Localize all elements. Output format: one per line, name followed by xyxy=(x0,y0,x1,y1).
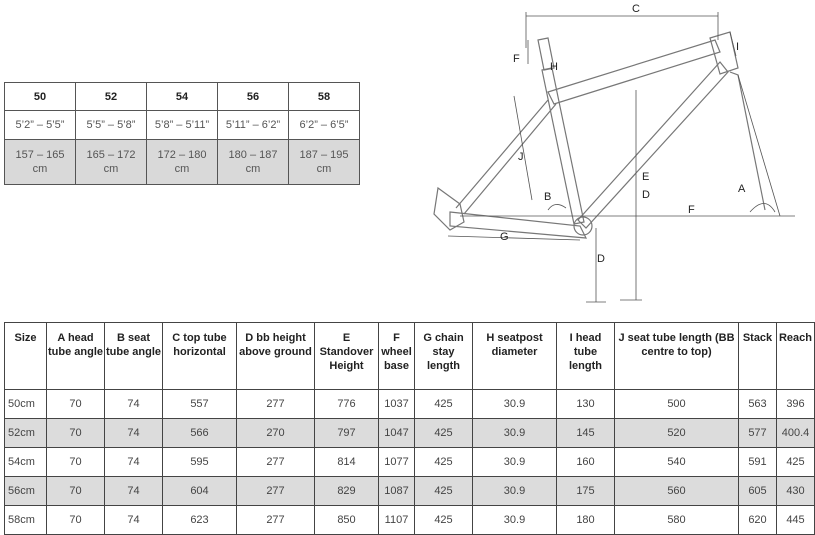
table-cell: 595 xyxy=(163,448,237,477)
cm-unit: cm xyxy=(32,163,48,175)
table-cell: 604 xyxy=(163,477,237,506)
size-chart-height-cm xyxy=(289,140,360,185)
table-cell: 605 xyxy=(739,477,777,506)
table-cell: 74 xyxy=(105,477,163,506)
table-cell: 70 xyxy=(47,477,105,506)
size-chart-table xyxy=(4,82,360,185)
label-f-top: F xyxy=(513,53,520,65)
table-cell: 425 xyxy=(415,477,473,506)
table-cell: 400.4 xyxy=(777,419,815,448)
label-f-right: F xyxy=(688,204,695,216)
table-cell: 74 xyxy=(105,390,163,419)
table-cell: 160 xyxy=(557,448,615,477)
size-chart-size: 56 xyxy=(218,83,289,111)
geometry-column-header: G chain stay length xyxy=(415,323,473,390)
size-chart-height-ft: 5’11” – 6’2” xyxy=(218,111,289,140)
table-cell: 277 xyxy=(237,506,315,535)
cm-range: 165 – 172 xyxy=(86,149,136,161)
label-e: E xyxy=(642,171,650,183)
geometry-body xyxy=(5,390,815,535)
table-cell: 70 xyxy=(47,390,105,419)
table-cell: 30.9 xyxy=(473,477,557,506)
label-h: H xyxy=(550,61,558,73)
table-cell: 425 xyxy=(415,419,473,448)
size-chart-height-cm xyxy=(147,140,218,185)
table-cell: 776 xyxy=(315,390,379,419)
label-b: B xyxy=(544,191,552,203)
table-cell: 277 xyxy=(237,477,315,506)
cm-unit: cm xyxy=(174,163,190,175)
size-cell: 56cm xyxy=(5,477,47,506)
table-cell: 577 xyxy=(739,419,777,448)
table-cell: 30.9 xyxy=(473,506,557,535)
table-cell: 560 xyxy=(615,477,739,506)
geometry-column-header: I head tube length xyxy=(557,323,615,390)
table-cell: 540 xyxy=(615,448,739,477)
size-chart-height-cm xyxy=(218,140,289,185)
cm-range: 180 – 187 xyxy=(228,149,278,161)
size-chart-height-ft: 6’2” – 6’5” xyxy=(289,111,360,140)
table-cell: 557 xyxy=(163,390,237,419)
geometry-column-header: E Standover Height xyxy=(315,323,379,390)
geometry-column-header: Size xyxy=(5,323,47,390)
table-cell: 180 xyxy=(557,506,615,535)
table-cell: 1107 xyxy=(379,506,415,535)
geometry-column-header: Reach xyxy=(777,323,815,390)
table-cell: 74 xyxy=(105,448,163,477)
table-cell: 74 xyxy=(105,506,163,535)
table-cell: 270 xyxy=(237,419,315,448)
size-cell: 50cm xyxy=(5,390,47,419)
cm-unit: cm xyxy=(316,163,332,175)
table-cell: 829 xyxy=(315,477,379,506)
size-chart-height-ft: 5’5” – 5’8” xyxy=(76,111,147,140)
table-cell: 1037 xyxy=(379,390,415,419)
table-cell: 130 xyxy=(557,390,615,419)
geometry-column-header: C top tube horizontal xyxy=(163,323,237,390)
table-cell: 850 xyxy=(315,506,379,535)
table-cell: 1047 xyxy=(379,419,415,448)
label-d-upper: D xyxy=(642,189,650,201)
size-chart-size: 52 xyxy=(76,83,147,111)
table-cell: 520 xyxy=(615,419,739,448)
geometry-column-header: H seatpost diameter xyxy=(473,323,557,390)
geometry-column-header: F wheel base xyxy=(379,323,415,390)
geometry-table xyxy=(4,322,815,535)
size-chart-height-ft: 5’8” – 5’11” xyxy=(147,111,218,140)
size-cell: 58cm xyxy=(5,506,47,535)
table-cell: 70 xyxy=(47,448,105,477)
table-cell: 1077 xyxy=(379,448,415,477)
frame-geometry-diagram xyxy=(420,0,800,310)
size-cell: 52cm xyxy=(5,419,47,448)
table-cell: 425 xyxy=(415,448,473,477)
table-cell: 74 xyxy=(105,419,163,448)
frame-outline xyxy=(434,32,765,238)
table-cell: 70 xyxy=(47,419,105,448)
geometry-column-header: A head tube angle xyxy=(47,323,105,390)
cm-range: 172 – 180 xyxy=(157,149,207,161)
table-cell: 396 xyxy=(777,390,815,419)
size-chart-cm-row xyxy=(5,140,360,185)
table-cell: 620 xyxy=(739,506,777,535)
table-cell: 445 xyxy=(777,506,815,535)
size-chart-height-cm xyxy=(76,140,147,185)
table-cell: 580 xyxy=(615,506,739,535)
cm-unit: cm xyxy=(245,163,261,175)
label-j: J xyxy=(518,151,524,163)
label-i: I xyxy=(736,41,740,53)
label-g: G xyxy=(500,231,509,243)
table-cell: 1087 xyxy=(379,477,415,506)
table-cell: 591 xyxy=(739,448,777,477)
size-chart-height-cm xyxy=(5,140,76,185)
table-cell: 30.9 xyxy=(473,419,557,448)
table-cell: 175 xyxy=(557,477,615,506)
label-c: C xyxy=(632,3,640,15)
table-cell: 430 xyxy=(777,477,815,506)
table-row xyxy=(5,477,815,506)
table-cell: 814 xyxy=(315,448,379,477)
size-chart-header-row xyxy=(5,83,360,111)
cm-range: 187 – 195 xyxy=(299,149,349,161)
size-cell: 54cm xyxy=(5,448,47,477)
table-cell: 425 xyxy=(777,448,815,477)
geometry-column-header: B seat tube angle xyxy=(105,323,163,390)
table-cell: 425 xyxy=(415,390,473,419)
geometry-column-header: D bb height above ground xyxy=(237,323,315,390)
size-chart-size: 50 xyxy=(5,83,76,111)
table-cell: 277 xyxy=(237,448,315,477)
table-cell: 797 xyxy=(315,419,379,448)
table-row xyxy=(5,419,815,448)
table-cell: 30.9 xyxy=(473,448,557,477)
table-cell: 425 xyxy=(415,506,473,535)
size-chart-size: 54 xyxy=(147,83,218,111)
cm-unit: cm xyxy=(103,163,119,175)
size-chart-size: 58 xyxy=(289,83,360,111)
table-row xyxy=(5,506,815,535)
table-cell: 70 xyxy=(47,506,105,535)
table-row xyxy=(5,448,815,477)
table-row xyxy=(5,390,815,419)
table-cell: 30.9 xyxy=(473,390,557,419)
table-cell: 623 xyxy=(163,506,237,535)
label-d-lower: D xyxy=(597,253,605,265)
geometry-column-header: Stack xyxy=(739,323,777,390)
table-cell: 277 xyxy=(237,390,315,419)
table-cell: 566 xyxy=(163,419,237,448)
geometry-column-header: J seat tube length (BB centre to top) xyxy=(615,323,739,390)
label-a: A xyxy=(738,183,746,195)
geometry-header-row xyxy=(5,323,815,390)
table-cell: 563 xyxy=(739,390,777,419)
table-cell: 145 xyxy=(557,419,615,448)
table-cell: 500 xyxy=(615,390,739,419)
size-chart-feet-row xyxy=(5,111,360,140)
size-chart-height-ft: 5’2” – 5’5” xyxy=(5,111,76,140)
cm-range: 157 – 165 xyxy=(15,149,65,161)
